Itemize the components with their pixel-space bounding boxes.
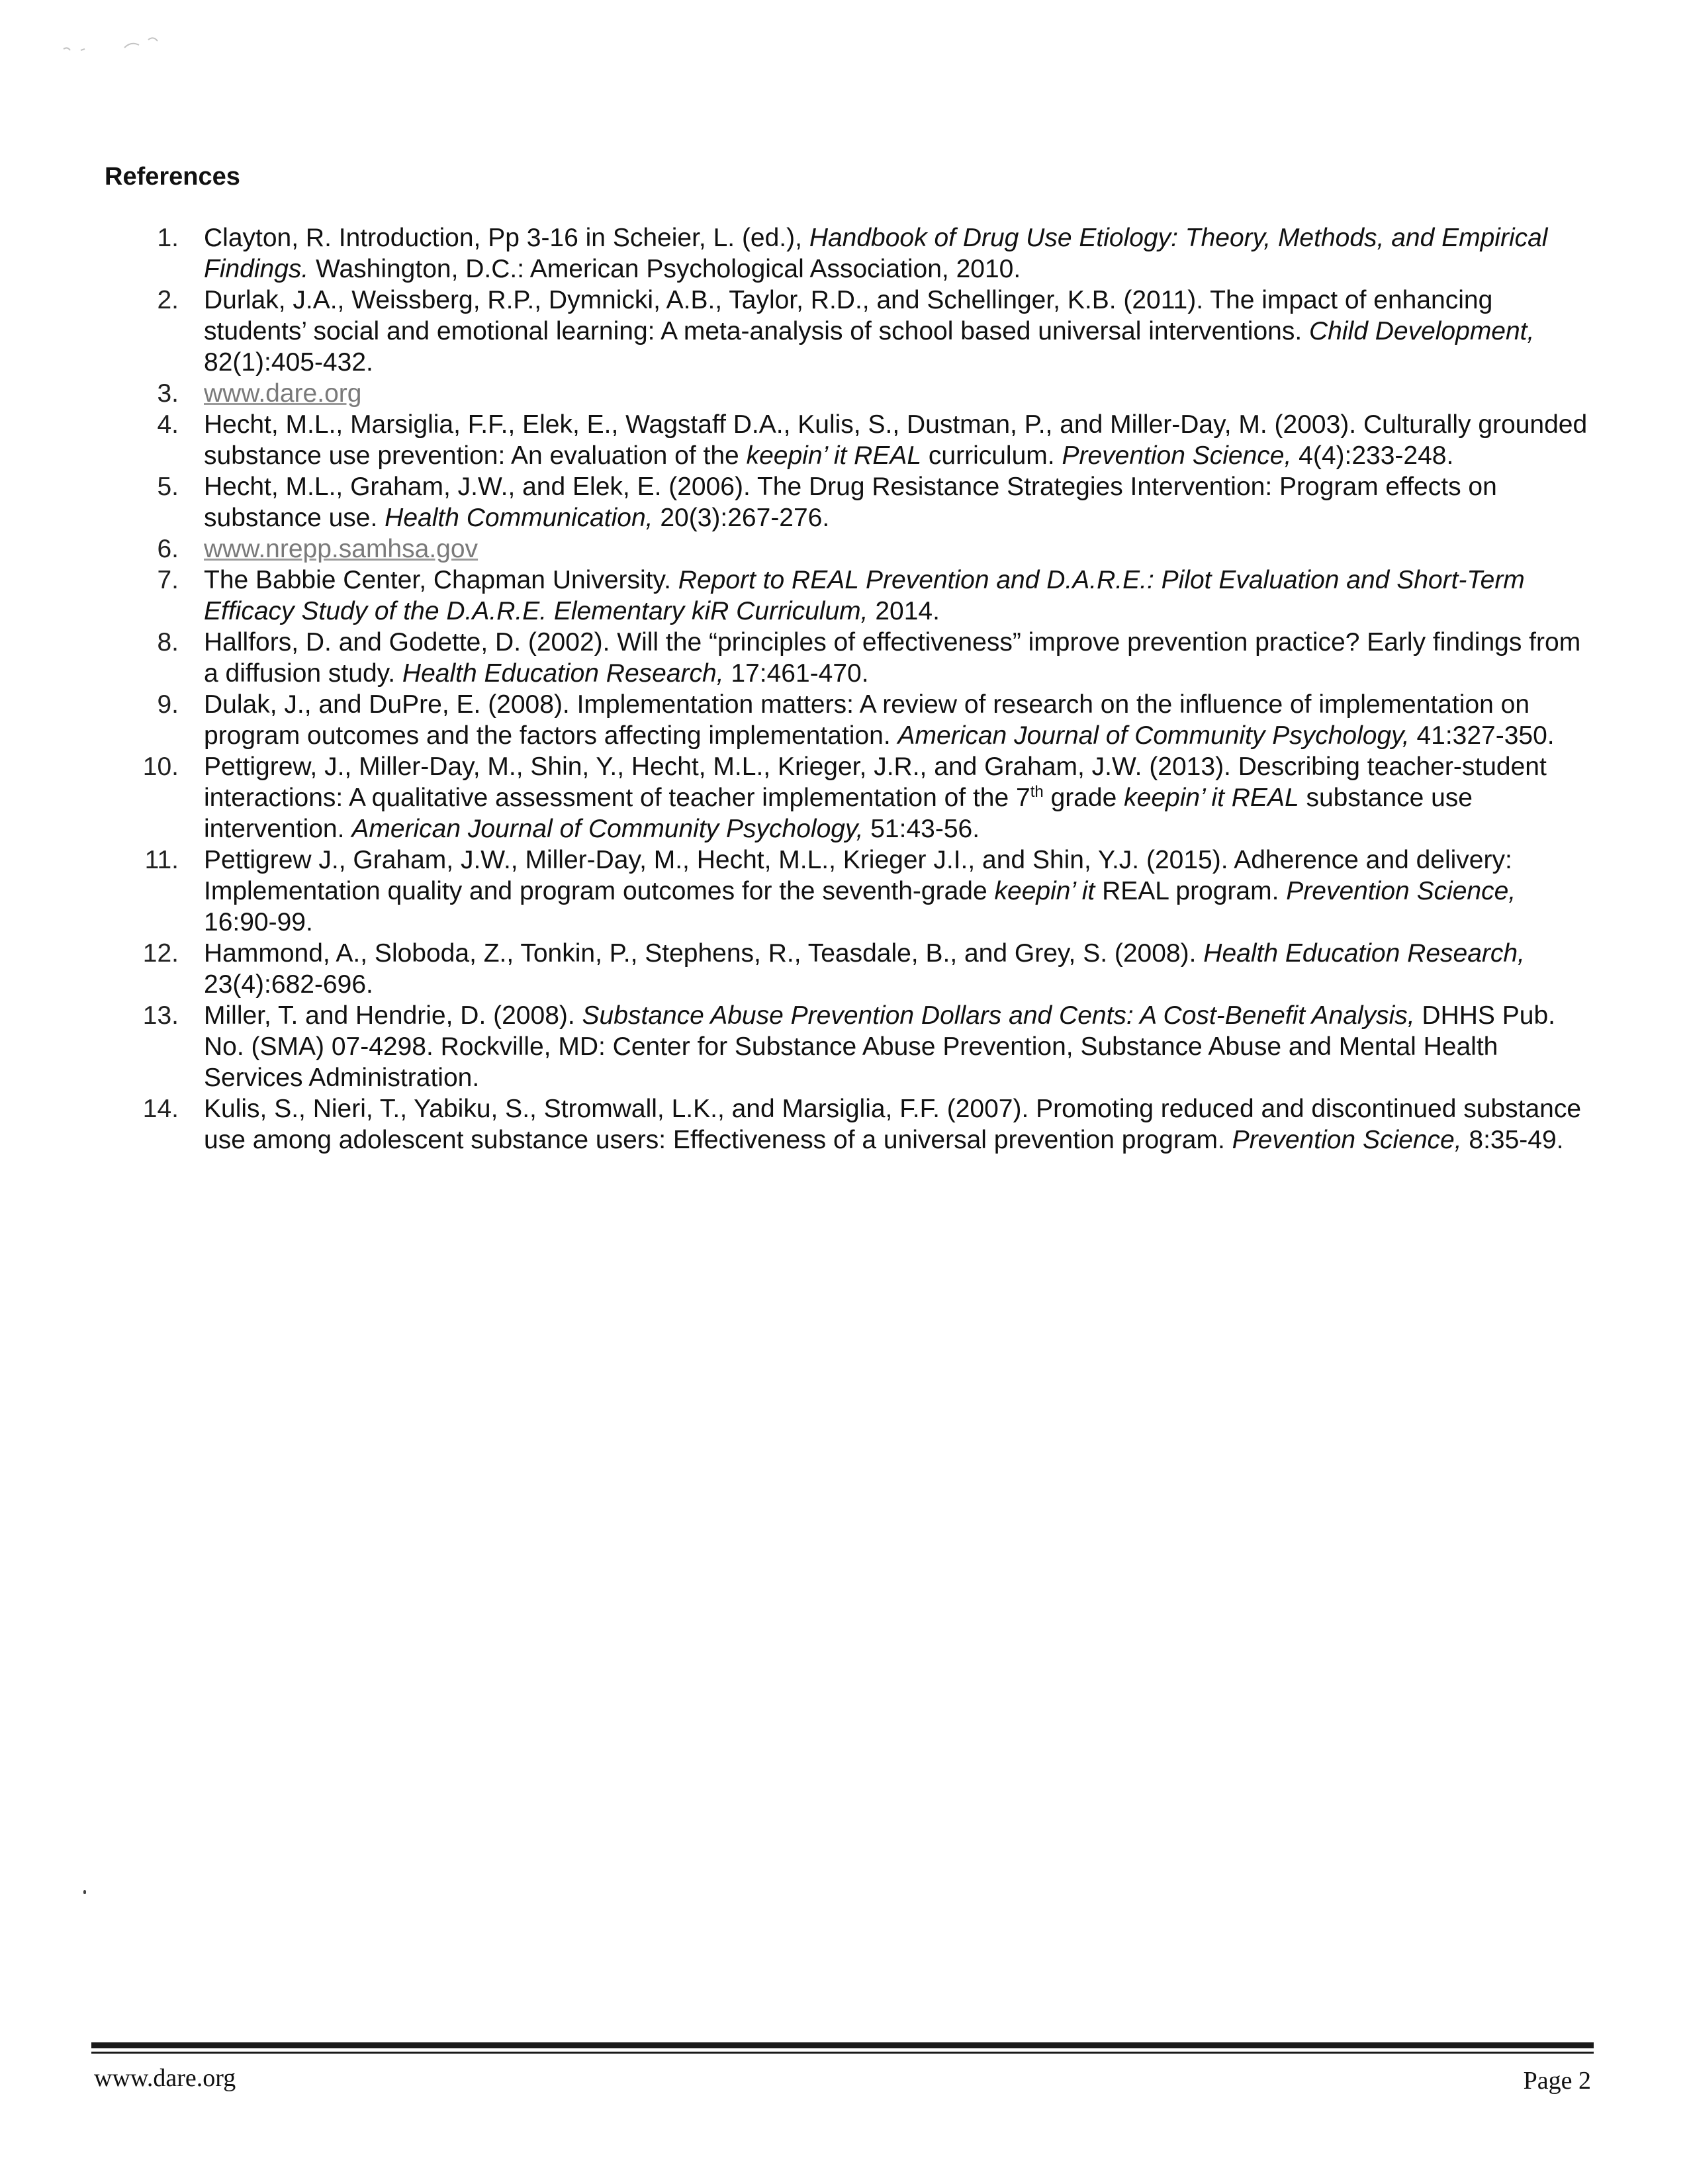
reference-item	[132, 627, 1588, 689]
reference-text	[204, 689, 1588, 751]
reference-superscript: th	[1030, 783, 1044, 801]
footer-rule-thick	[91, 2042, 1594, 2048]
reference-number: 8.	[157, 628, 179, 657]
reference-item	[132, 1093, 1588, 1156]
reference-text	[204, 751, 1588, 844]
reference-text-segment: Clayton, R. Introduction, Pp 3-16 in Scheier, L. (ed.),	[204, 224, 809, 252]
reference-italic-title: Prevention Science,	[1062, 441, 1292, 470]
reference-text-segment: Miller, T. and Hendrie, D. (2008).	[204, 1001, 582, 1030]
reference-italic-title: Substance Abuse Prevention Dollars and Cents: A Cost-Benefit Analysis,	[582, 1001, 1415, 1030]
reference-link[interactable]: www.nrepp.samhsa.gov	[204, 535, 479, 563]
reference-number: 6.	[157, 535, 179, 563]
reference-item	[132, 1000, 1588, 1093]
reference-text	[204, 409, 1588, 471]
reference-item	[132, 844, 1588, 938]
reference-text-segment: grade	[1043, 784, 1124, 812]
reference-item	[132, 751, 1588, 844]
reference-item	[132, 471, 1588, 533]
reference-text-segment: 16:90-99.	[204, 908, 313, 936]
reference-text-segment: REAL program.	[1095, 877, 1287, 905]
reference-text	[204, 378, 1588, 409]
reference-italic-title: Handbook of Drug Use Etiology: Theory, Methods, and Empirical Findings.	[204, 224, 1548, 283]
reference-number: 9.	[157, 690, 179, 719]
reference-italic-title: keepin’ it REAL	[1124, 784, 1299, 812]
reference-text-segment: 2014.	[868, 597, 940, 625]
reference-text	[204, 533, 1588, 565]
reference-italic-title: American Journal of Community Psychology,	[897, 721, 1410, 750]
reference-text-segment: Hallfors, D. and Godette, D. (2002). Will the “principles of effectiveness” improve prevention practice? Early findings from a diffusion study.	[204, 628, 1581, 688]
reference-text-segment: curriculum.	[921, 441, 1062, 470]
reference-text	[204, 1093, 1588, 1156]
reference-number: 14.	[142, 1095, 179, 1123]
reference-number: 1.	[157, 224, 179, 252]
reference-item	[132, 565, 1588, 627]
reference-italic-title: keepin’ it	[994, 877, 1095, 905]
reference-text	[204, 471, 1588, 533]
reference-number: 2.	[157, 286, 179, 314]
reference-item	[132, 533, 1588, 565]
reference-number: 11.	[144, 846, 179, 874]
reference-number: 12.	[142, 939, 179, 968]
reference-text-segment: Pettigrew, J., Miller-Day, M., Shin, Y., Hecht, M.L., Krieger, J.R., and Graham, J.W. (2013). Describing teacher-student interactions: A qualitative assessment of teacher implementation of the 7	[204, 752, 1547, 812]
reference-text	[204, 1000, 1588, 1093]
reference-text-segment: 23(4):682-696.	[204, 970, 373, 999]
reference-item	[132, 285, 1588, 378]
reference-text-segment: 82(1):405-432.	[204, 348, 373, 377]
reference-text-segment: Hecht, M.L., Marsiglia, F.F., Elek, E., Wagstaff D.A., Kulis, S., Dustman, P., and Miller-Day, M. (2003). Culturally grounded substance use prevention: An evaluation of the	[204, 410, 1588, 470]
reference-italic-title: keepin’ it REAL	[746, 441, 922, 470]
reference-italic-title: Prevention Science,	[1232, 1126, 1462, 1154]
reference-text	[204, 285, 1588, 378]
footer-page-number: Page 2	[1523, 2067, 1591, 2095]
reference-number: 7.	[157, 566, 179, 594]
reference-number: 4.	[157, 410, 179, 439]
reference-italic-title: Health Education Research,	[402, 659, 724, 688]
reference-text-segment: 4(4):233-248.	[1291, 441, 1454, 470]
references-heading: References	[105, 163, 240, 191]
reference-text	[204, 222, 1588, 285]
reference-link[interactable]: www.dare.org	[204, 379, 362, 408]
reference-text-segment: DHHS Pub. No. (SMA) 07-4298. Rockville, MD: Center for Substance Abuse Prevention, Substance Abuse and Mental Health Services Administration.	[204, 1001, 1555, 1092]
reference-number: 13.	[142, 1001, 179, 1030]
reference-text	[204, 627, 1588, 689]
reference-item	[132, 689, 1588, 751]
reference-item	[132, 222, 1588, 285]
reference-text-segment: Pettigrew J., Graham, J.W., Miller-Day, M., Hecht, M.L., Krieger J.I., and Shin, Y.J. (2015). Adherence and delivery: Implementation quality and program outcomes for the seventh-grade	[204, 846, 1512, 905]
reference-text-segment: The Babbie Center, Chapman University.	[204, 566, 678, 594]
references-list	[132, 222, 1588, 1156]
reference-italic-title: Health Communication,	[385, 504, 653, 532]
reference-item	[132, 938, 1588, 1000]
footer-rule-thin	[91, 2052, 1594, 2054]
scan-artifact-dot	[83, 1890, 86, 1894]
reference-text-segment: Hecht, M.L., Graham, J.W., and Elek, E. (2006). The Drug Resistance Strategies Intervention: Program effects on substance use.	[204, 473, 1497, 532]
reference-text-segment: Dulak, J., and DuPre, E. (2008). Implementation matters: A review of research on the influence of implementation on program outcomes and the factors affecting implementation.	[204, 690, 1530, 750]
reference-text	[204, 565, 1588, 627]
reference-number: 5.	[157, 473, 179, 501]
reference-text	[204, 938, 1588, 1000]
reference-text-segment: 41:327-350.	[1409, 721, 1555, 750]
reference-text-segment: 20(3):267-276.	[653, 504, 830, 532]
reference-number: 3.	[157, 379, 179, 408]
footer-website: www.dare.org	[94, 2064, 236, 2092]
reference-text-segment: Kulis, S., Nieri, T., Yabiku, S., Stromwall, L.K., and Marsiglia, F.F. (2007). Promoting reduced and discontinued substance use among adolescent substance users: Effectiveness of a universal prevention program.	[204, 1095, 1582, 1154]
reference-item	[132, 409, 1588, 471]
reference-italic-title: Report to REAL Prevention and D.A.R.E.: Pilot Evaluation and Short-Term Efficacy Study of the D.A.R.E. Elementary kiR Curriculum,	[204, 566, 1525, 625]
reference-number: 10.	[142, 752, 179, 781]
reference-italic-title: Prevention Science,	[1286, 877, 1516, 905]
reference-text-segment: 8:35-49.	[1461, 1126, 1564, 1154]
scan-artifact-mark	[61, 32, 167, 58]
reference-text-segment: 51:43-56.	[863, 815, 980, 843]
reference-text-segment: 17:461-470.	[723, 659, 869, 688]
reference-italic-title: Child Development,	[1309, 317, 1535, 345]
reference-text-segment: substance use intervention.	[204, 784, 1473, 843]
reference-text	[204, 844, 1588, 938]
reference-text-segment: Durlak, J.A., Weissberg, R.P., Dymnicki, A.B., Taylor, R.D., and Schellinger, K.B. (2011). The impact of enhancing students’ social and emotional learning: A meta-analysis of school based universal interventions.	[204, 286, 1493, 345]
reference-item	[132, 378, 1588, 409]
reference-text-segment: Hammond, A., Sloboda, Z., Tonkin, P., Stephens, R., Teasdale, B., and Grey, S. (2008).	[204, 939, 1204, 968]
reference-italic-title: Health Education Research,	[1203, 939, 1525, 968]
reference-text-segment: Washington, D.C.: American Psychological Association, 2010.	[308, 255, 1021, 283]
reference-italic-title: American Journal of Community Psychology,	[351, 815, 864, 843]
